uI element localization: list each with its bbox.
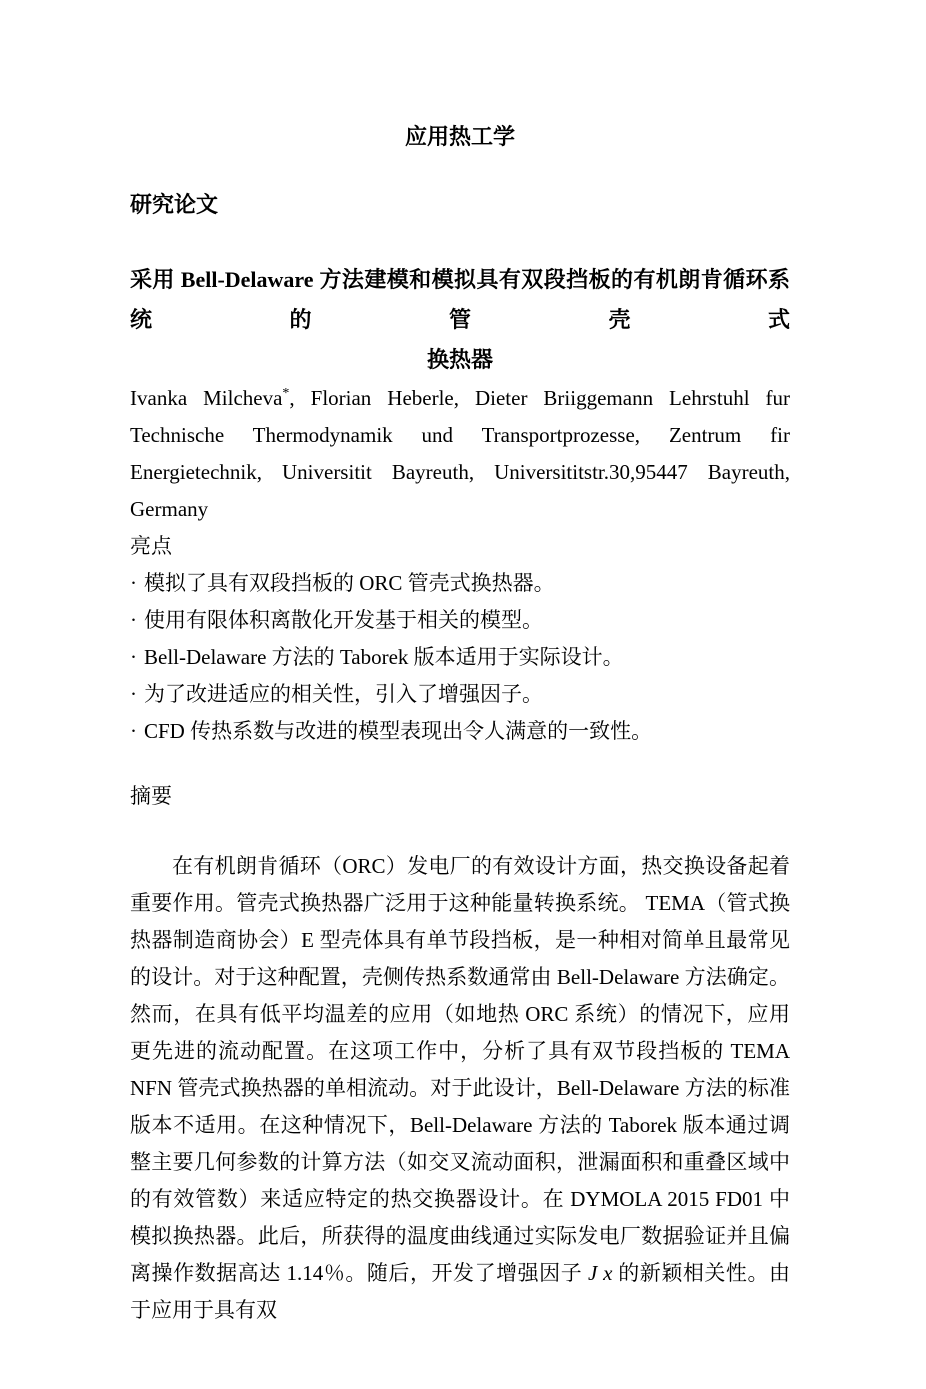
bullet-icon: · [130, 682, 137, 706]
bullet-icon: · [130, 571, 137, 595]
affiliation-text: , Florian Heberle, Dieter Briiggemann Lehrstuhl fur Technische Thermodynamik und Transportprozesse, Zentrum fir Energietechnik, Universitit Bayreuth, Universititstr.30,95447 Bayreuth, Germany [130, 386, 790, 521]
highlight-item [130, 676, 790, 713]
abstract-label: 摘要 [130, 784, 172, 808]
journal-title: 应用热工学 [404, 124, 515, 149]
paper-title-line-2: 换热器 [426, 347, 493, 372]
bullet-icon: · [130, 645, 137, 669]
authors-affiliation [130, 380, 790, 528]
paper-title [130, 260, 790, 380]
highlight-text: 为了改进适应的相关性，引入了增强因子。 [144, 682, 543, 706]
author-name: Ivanka Milcheva [130, 386, 283, 410]
highlight-item [130, 602, 790, 639]
highlight-text: 使用有限体积离散化开发基于相关的模型。 [144, 608, 543, 632]
bullet-icon: · [130, 719, 137, 743]
abstract-text: 在有机朗肯循环（ORC）发电厂的有效设计方面，热交换设备起着重要作用。管壳式换热器广泛用于这种能量转换系统。 TEMA（管式换热器制造商协会）E 型壳体具有单节段挡板，是一种相对简单且最常见的设计。对于这种配置，壳侧传热系数通常由 Bell-Delaware 方法确定。然而，在具有低平均温差的应用（如地热 ORC 系统）的情况下，应用更先进的流动配置。在这项工作中，分析了具有双节段挡板的 TEMA NFN 管壳式换热器的单相流动。对于此设计，Bell-Delaware 方法的标准版本不适用。在这种情况下，Bell-Delaware 方法的 Taborek 版本通过调整主要几何参数的计算方法（如交叉流动面积，泄漏面积和重叠区域中的有效管数）来适应特定的热交换器设计。在 DYMOLA 2015 FD01 中模拟换热器。此后，所获得的温度曲线通过实际发电厂数据验证并且偏离操作数据高达 1.14％。随后，开发了增强因子 [130, 854, 790, 1285]
bullet-icon: · [130, 608, 137, 632]
abstract-text: 的新颖相关性。由于应用于具有双 [130, 1261, 791, 1322]
paper-title-line-1: 采用 Bell-Delaware 方法建模和模拟具有双段挡板的有机朗肯循环系统的管壳式 [130, 267, 790, 332]
highlights-list [130, 565, 790, 750]
highlight-text: CFD 传热系数与改进的模型表现出令人满意的一致性。 [144, 719, 653, 743]
highlight-item [130, 639, 790, 676]
corresponding-author-asterisk: * [282, 386, 290, 401]
highlights-label: 亮点 [130, 534, 172, 558]
highlight-item [130, 565, 790, 602]
highlight-text: Bell-Delaware 方法的 Taborek 版本适用于实际设计。 [144, 645, 624, 669]
section-label: 研究论文 [130, 192, 219, 217]
abstract-paragraph [130, 848, 790, 1329]
highlight-text: 模拟了具有双段挡板的 ORC 管壳式换热器。 [144, 571, 555, 595]
highlight-item [130, 713, 790, 750]
enhancement-factor-symbol: J x [588, 1261, 613, 1285]
